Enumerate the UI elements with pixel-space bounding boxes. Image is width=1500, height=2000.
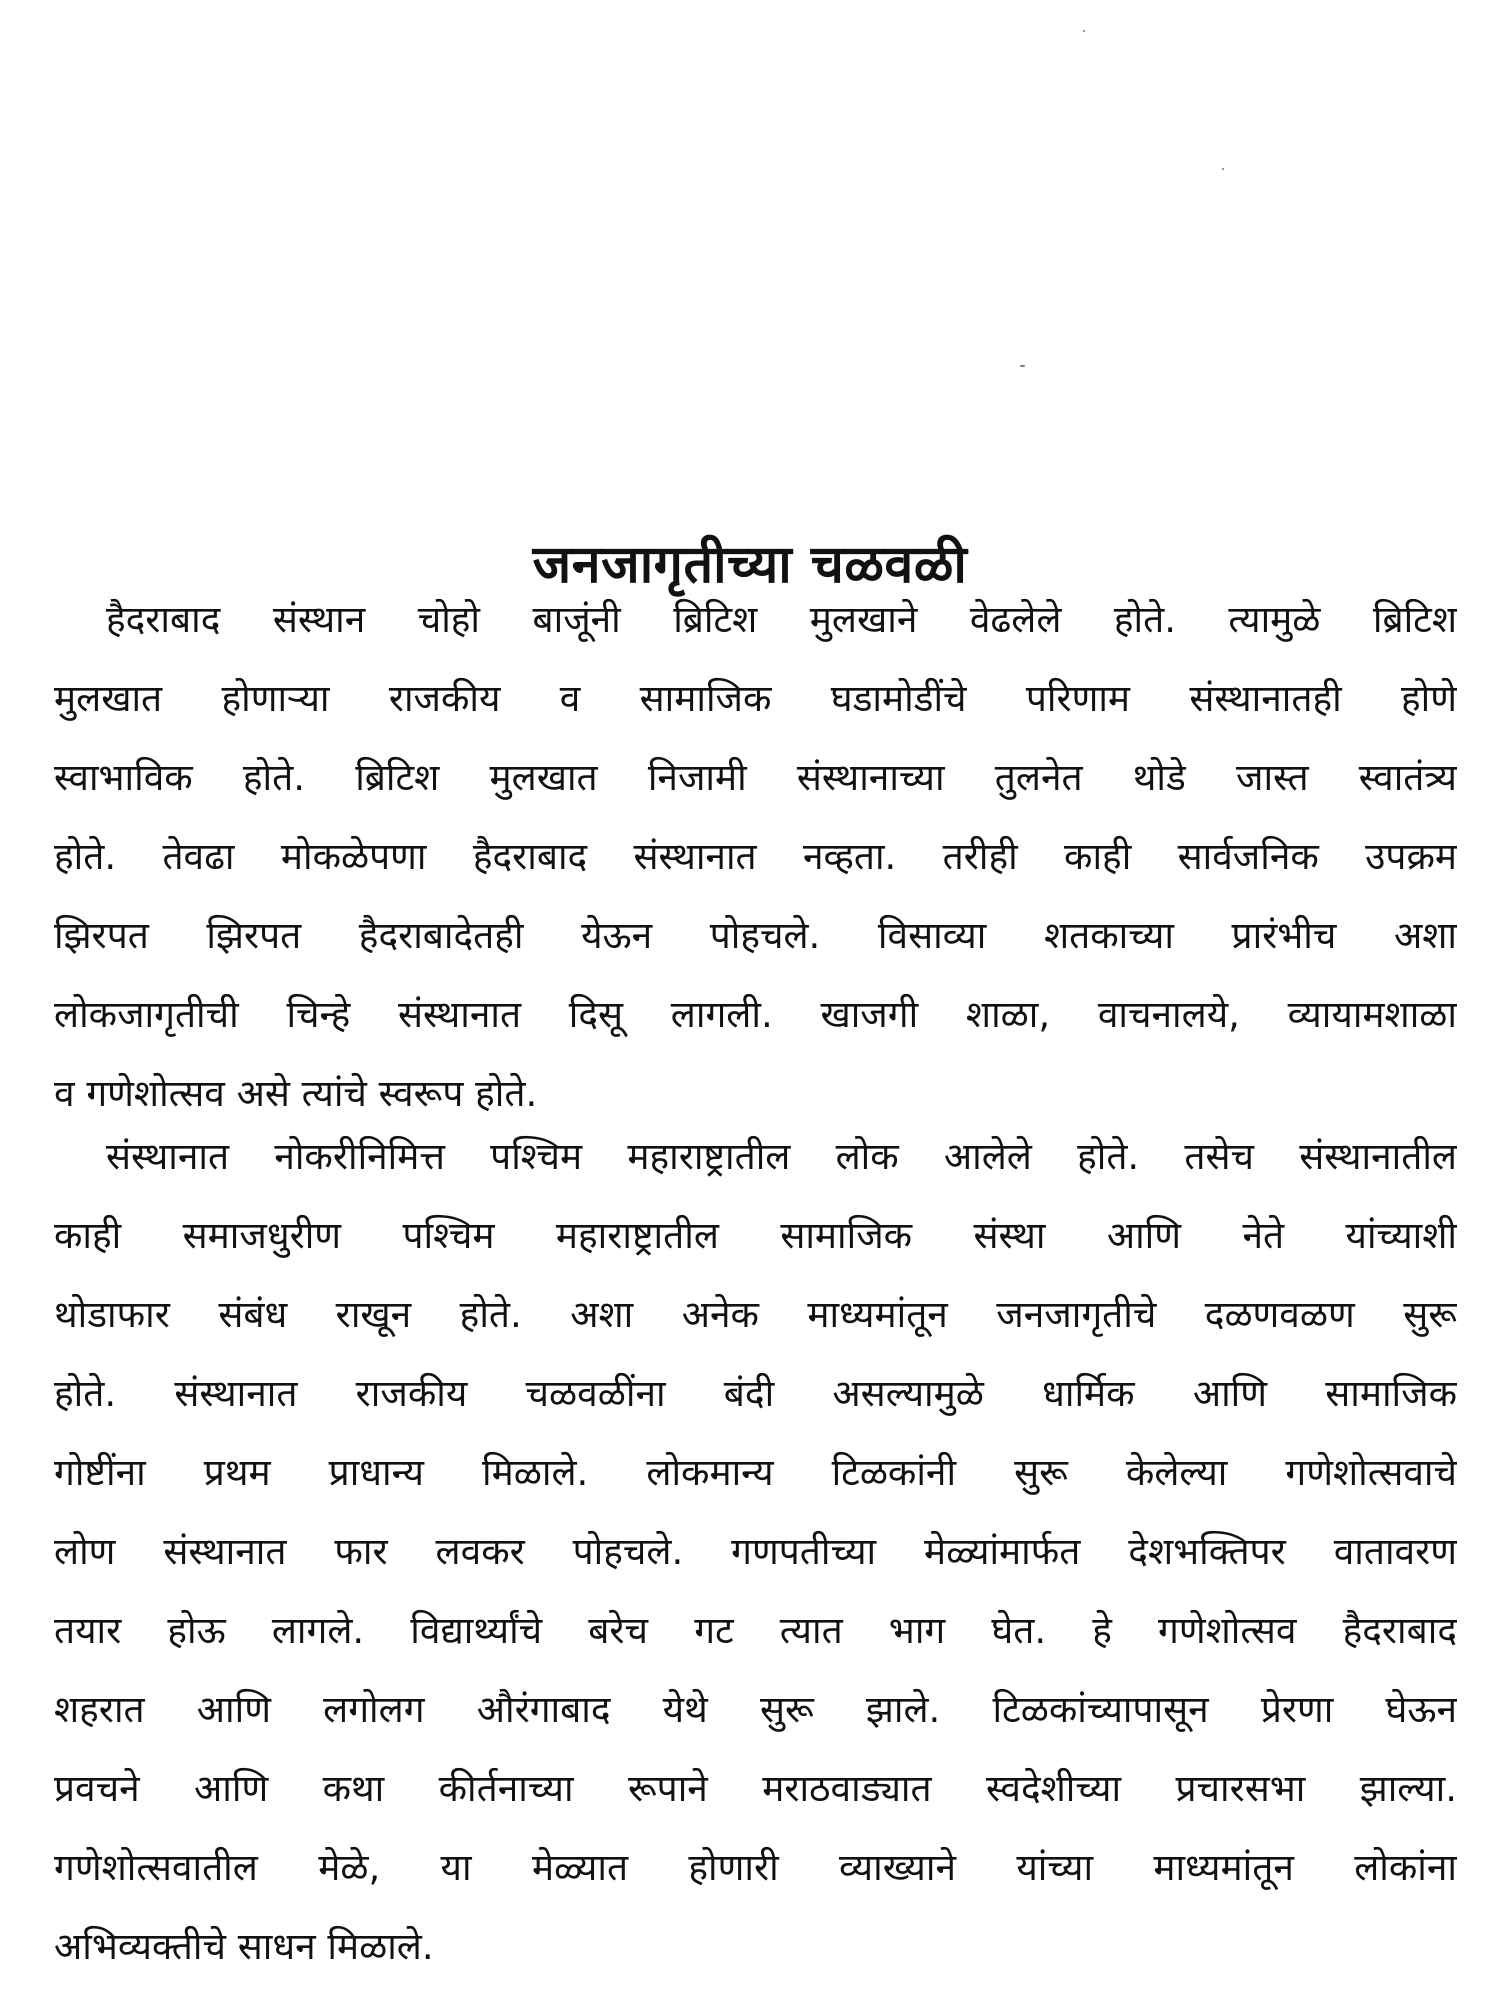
text-line: होते. तेवढा मोकळेपणा हैदराबाद संस्थानात नव्हता. तरीही काही सार्वजनिक उपक्रम — [54, 835, 1457, 878]
paragraph-2 — [54, 1117, 1457, 1986]
text-line: थोडाफार संबंध राखून होते. अशा अनेक माध्यमांतून जनजागृतीचे दळणवळण सुरू — [54, 1293, 1457, 1336]
text-line: व गणेशोत्सव असे त्यांचे स्वरूप होते. — [54, 1072, 538, 1115]
text-line: मुलखात होणाऱ्या राजकीय व सामाजिक घडामोडींचे परिणाम संस्थानातही होणे — [54, 677, 1457, 720]
text-line: संस्थानात नोकरीनिमित्त पश्चिम महाराष्ट्रातील लोक आलेले होते. तसेच संस्थानातील — [106, 1135, 1457, 1178]
scan-speck — [1083, 30, 1085, 32]
text-line: प्रवचने आणि कथा कीर्तनाच्या रूपाने मराठवाड्यात स्वदेशीच्या प्रचारसभा झाल्या. — [54, 1767, 1457, 1810]
scan-speck — [1020, 365, 1025, 367]
text-line: काही समाजधुरीण पश्चिम महाराष्ट्रातील सामाजिक संस्था आणि नेते यांच्याशी — [54, 1214, 1457, 1257]
text-line: होते. संस्थानात राजकीय चळवळींना बंदी असल्यामुळे धार्मिक आणि सामाजिक — [54, 1372, 1457, 1415]
text-line: शहरात आणि लगोलग औरंगाबाद येथे सुरू झाले. टिळकांच्यापासून प्रेरणा घेऊन — [54, 1688, 1457, 1731]
text-line: लोकजागृतीची चिन्हे संस्थानात दिसू लागली. खाजगी शाळा, वाचनालये, व्यायामशाळा — [54, 993, 1457, 1036]
text-line: स्वाभाविक होते. ब्रिटिश मुलखात निजामी संस्थानाच्या तुलनेत थोडे जास्त स्वातंत्र्य — [54, 756, 1457, 799]
text-line: गोष्टींना प्रथम प्राधान्य मिळाले. लोकमान्य टिळकांनी सुरू केलेल्या गणेशोत्सवाचे — [54, 1451, 1457, 1494]
text-line: अभिव्यक्तीचे साधन मिळाले. — [54, 1925, 434, 1968]
text-line: हैदराबाद संस्थान चोहो बाजूंनी ब्रिटिश मुलखाने वेढलेले होते. त्यामुळे ब्रिटिश — [106, 598, 1457, 641]
paragraph-1 — [54, 580, 1457, 1133]
text-line: तयार होऊ लागले. विद्यार्थ्यांचे बरेच गट त्यात भाग घेत. हे गणेशोत्सव हैदराबाद — [54, 1609, 1457, 1652]
page-title: जनजागृतीच्या चळवळी — [532, 534, 968, 595]
text-line: झिरपत झिरपत हैदराबादेतही येऊन पोहचले. विसाव्या शतकाच्या प्रारंभीच अशा — [54, 914, 1457, 957]
scan-speck — [1222, 168, 1224, 170]
text-line: गणेशोत्सवातील मेळे, या मेळ्यात होणारी व्याख्याने यांच्या माध्यमांतून लोकांना — [54, 1846, 1457, 1889]
text-line: लोण संस्थानात फार लवकर पोहचले. गणपतीच्या मेळ्यांमार्फत देशभक्तिपर वातावरण — [54, 1530, 1457, 1573]
